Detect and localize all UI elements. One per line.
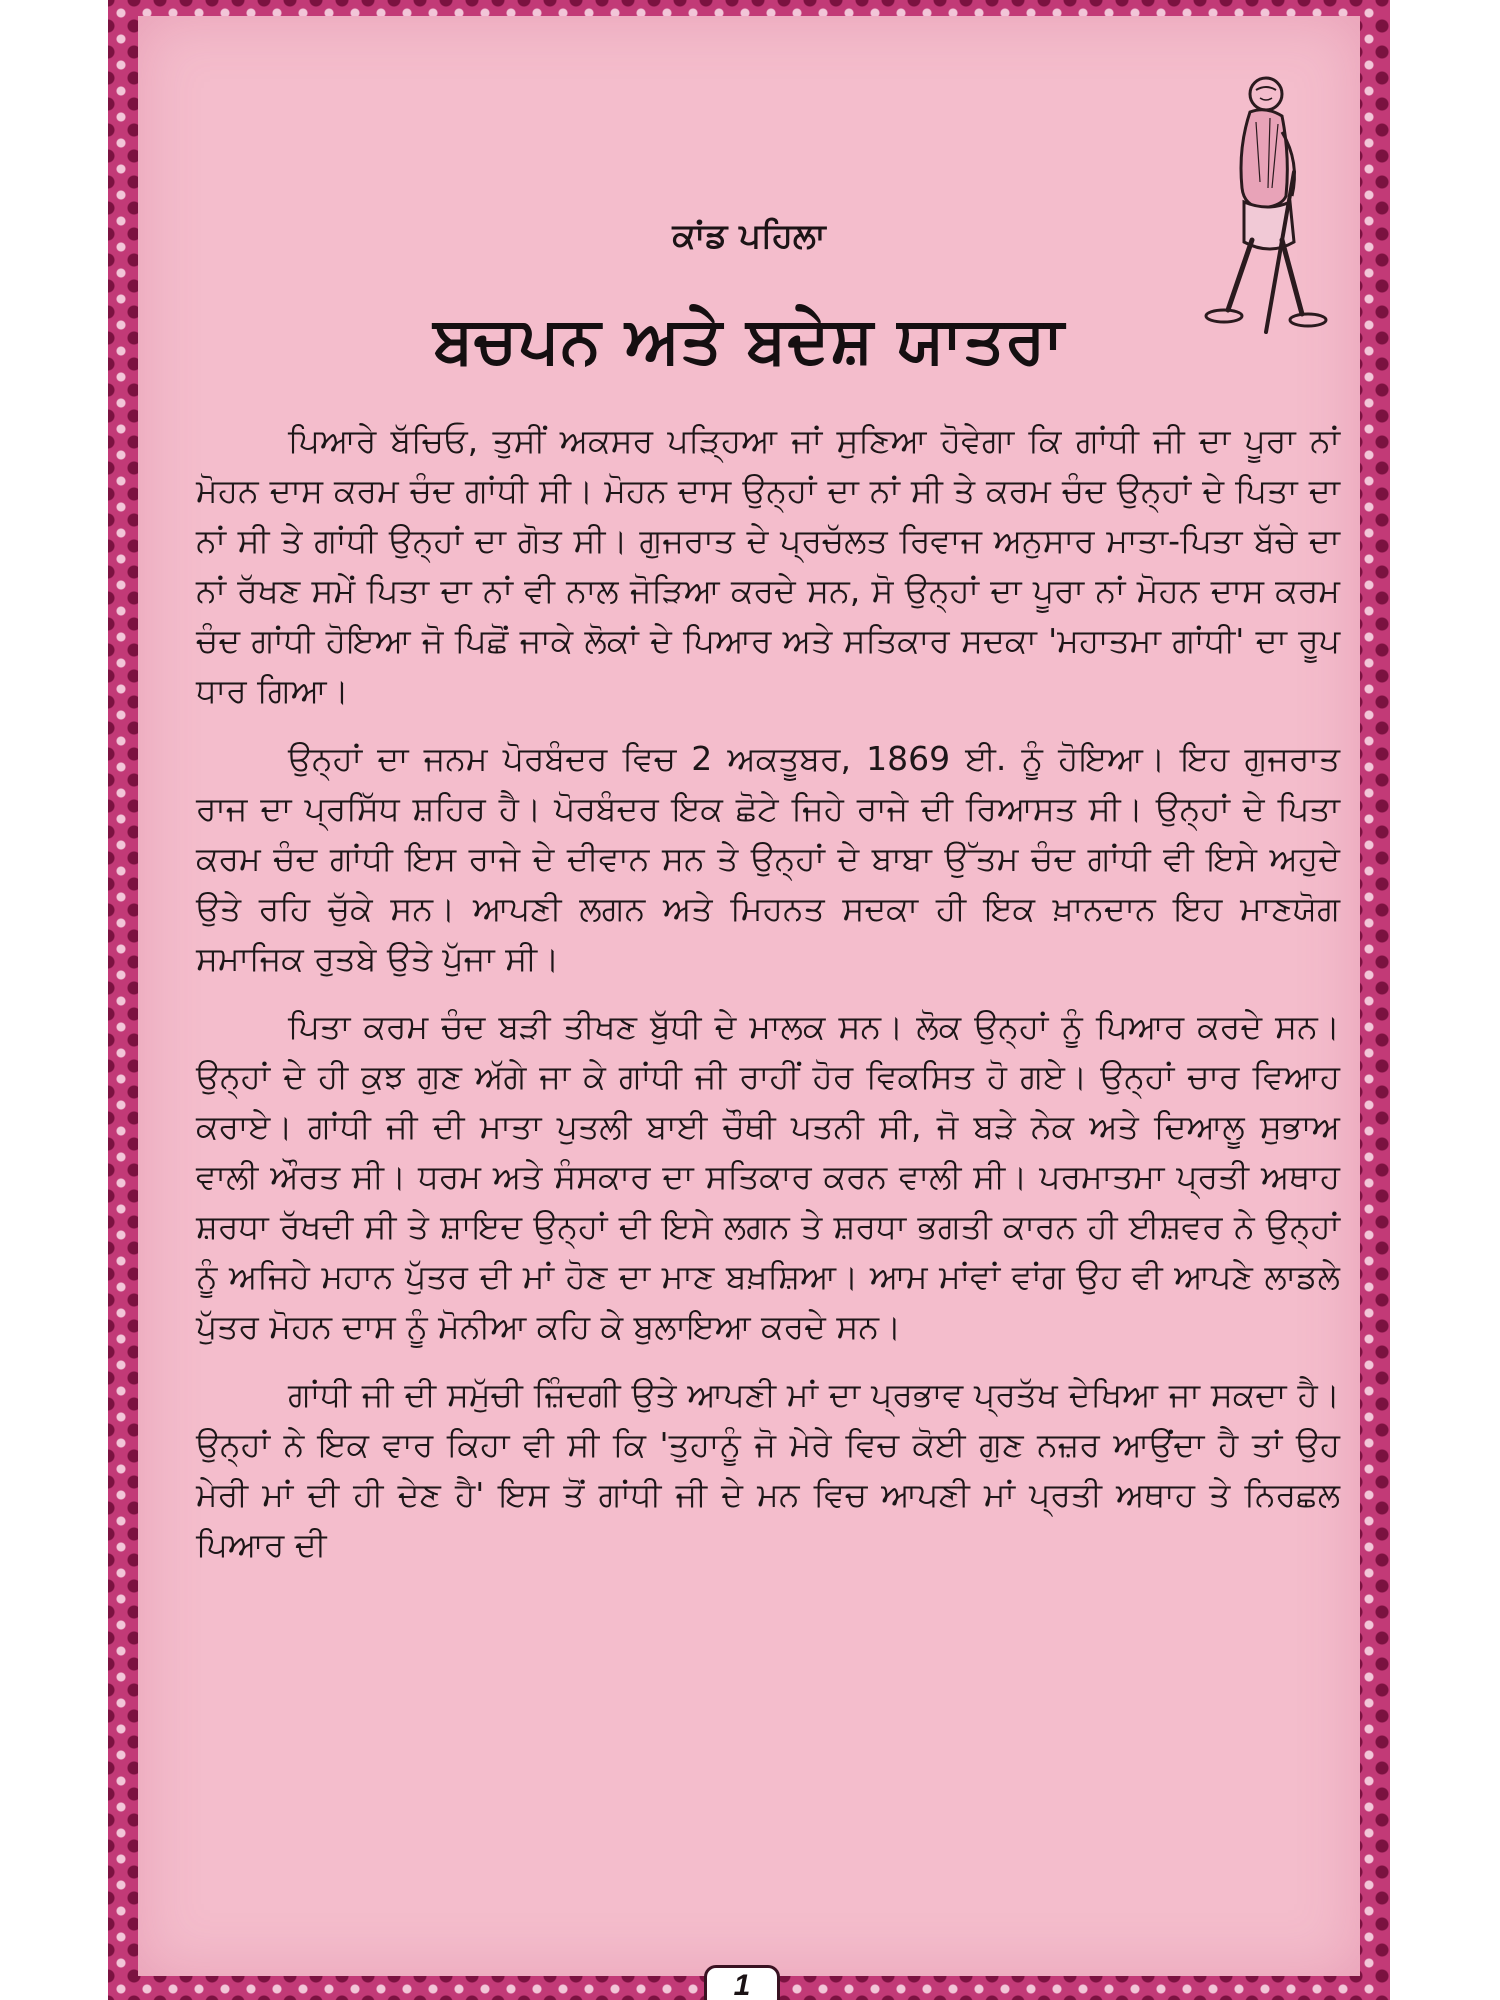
chapter-label: ਕਾਂਡ ਪਹਿਲਾ [672, 216, 826, 256]
body-text [196, 416, 1340, 1588]
paragraph: ਪਿਆਰੇ ਬੱਚਿਓ, ਤੁਸੀਂ ਅਕਸਰ ਪੜ੍ਹਿਆ ਜਾਂ ਸੁਣਿਆ ਹੋਵੇਗਾ ਕਿ ਗਾਂਧੀ ਜੀ ਦਾ ਪੂਰਾ ਨਾਂ ਮੋਹਨ ਦਾਸ ਕਰਮ ਚੰਦ ਗਾਂਧੀ ਸੀ। ਮੋਹਨ ਦਾਸ ਉਨ੍ਹਾਂ ਦਾ ਨਾਂ ਸੀ ਤੇ ਕਰਮ ਚੰਦ ਉਨ੍ਹਾਂ ਦੇ ਪਿਤਾ ਦਾ ਨਾਂ ਸੀ ਤੇ ਗਾਂਧੀ ਉਨ੍ਹਾਂ ਦਾ ਗੋਤ ਸੀ। ਗੁਜਰਾਤ ਦੇ ਪ੍ਰਚੱਲਤ ਰਿਵਾਜ ਅਨੁਸਾਰ ਮਾਤਾ-ਪਿਤਾ ਬੱਚੇ ਦਾ ਨਾਂ ਰੱਖਣ ਸਮੇਂ ਪਿਤਾ ਦਾ ਨਾਂ ਵੀ ਨਾਲ ਜੋੜਿਆ ਕਰਦੇ ਸਨ, ਸੋ ਉਨ੍ਹਾਂ ਦਾ ਪੂਰਾ ਨਾਂ ਮੋਹਨ ਦਾਸ ਕਰਮ ਚੰਦ ਗਾਂਧੀ ਹੋਇਆ ਜੋ ਪਿਛੋਂ ਜਾਕੇ ਲੋਕਾਂ ਦੇ ਪਿਆਰ ਅਤੇ ਸਤਿਕਾਰ ਸਦਕਾ 'ਮਹਾਤਮਾ ਗਾਂਧੀ' ਦਾ ਰੂਪ ਧਾਰ ਗਿਆ। [196, 421, 1340, 710]
chapter-title: ਬਚਪਨ ਅਤੇ ਬਦੇਸ਼ ਯਾਤਰਾ [433, 304, 1065, 378]
paragraph: ਗਾਂਧੀ ਜੀ ਦੀ ਸਮੁੱਚੀ ਜ਼ਿੰਦਗੀ ਉਤੇ ਆਪਣੀ ਮਾਂ ਦਾ ਪ੍ਰਭਾਵ ਪ੍ਰਤੱਖ ਦੇਖਿਆ ਜਾ ਸਕਦਾ ਹੈ। ਉਨ੍ਹਾਂ ਨੇ ਇਕ ਵਾਰ ਕਿਹਾ ਵੀ ਸੀ ਕਿ 'ਤੁਹਾਨੂੰ ਜੋ ਮੇਰੇ ਵਿਚ ਕੋਈ ਗੁਣ ਨਜ਼ਰ ਆਉਂਦਾ ਹੈ ਤਾਂ ਉਹ ਮੇਰੀ ਮਾਂ ਦੀ ਹੀ ਦੇਣ ਹੈ' ਇਸ ਤੋਂ ਗਾਂਧੀ ਜੀ ਦੇ ਮਨ ਵਿਚ ਆਪਣੀ ਮਾਂ ਪ੍ਰਤੀ ਅਥਾਹ ਤੇ ਨਿਰਛਲ ਪਿਆਰ ਦੀ [196, 1375, 1340, 1564]
page-content-area [138, 16, 1360, 1976]
book-page [108, 0, 1390, 2000]
paragraph: ਉਨ੍ਹਾਂ ਦਾ ਜਨਮ ਪੋਰਬੰਦਰ ਵਿਚ 2 ਅਕਤੂਬਰ, 1869 ਈ. ਨੂੰ ਹੋਇਆ। ਇਹ ਗੁਜਰਾਤ ਰਾਜ ਦਾ ਪ੍ਰਸਿੱਧ ਸ਼ਹਿਰ ਹੈ। ਪੋਰਬੰਦਰ ਇਕ ਛੋਟੇ ਜਿਹੇ ਰਾਜੇ ਦੀ ਰਿਆਸਤ ਸੀ। ਉਨ੍ਹਾਂ ਦੇ ਪਿਤਾ ਕਰਮ ਚੰਦ ਗਾਂਧੀ ਇਸ ਰਾਜੇ ਦੇ ਦੀਵਾਨ ਸਨ ਤੇ ਉਨ੍ਹਾਂ ਦੇ ਬਾਬਾ ਉੱਤਮ ਚੰਦ ਗਾਂਧੀ ਵੀ ਇਸੇ ਅਹੁਦੇ ਉਤੇ ਰਹਿ ਚੁੱਕੇ ਸਨ। ਆਪਣੀ ਲਗਨ ਅਤੇ ਮਿਹਨਤ ਸਦਕਾ ਹੀ ਇਕ ਖ਼ਾਨਦਾਨ ਇਹ ਮਾਣਯੋਗ ਸਮਾਜਿਕ ਰੁਤਬੇ ਉਤੇ ਪੁੱਜਾ ਸੀ। [196, 739, 1340, 978]
page-number: 1 [704, 1965, 780, 2000]
paragraph: ਪਿਤਾ ਕਰਮ ਚੰਦ ਬੜੀ ਤੀਖਣ ਬੁੱਧੀ ਦੇ ਮਾਲਕ ਸਨ। ਲੋਕ ਉਨ੍ਹਾਂ ਨੂੰ ਪਿਆਰ ਕਰਦੇ ਸਨ। ਉਨ੍ਹਾਂ ਦੇ ਹੀ ਕੁਝ ਗੁਣ ਅੱਗੇ ਜਾ ਕੇ ਗਾਂਧੀ ਜੀ ਰਾਹੀਂ ਹੋਰ ਵਿਕਸਿਤ ਹੋ ਗਏ। ਉਨ੍ਹਾਂ ਚਾਰ ਵਿਆਹ ਕਰਾਏ। ਗਾਂਧੀ ਜੀ ਦੀ ਮਾਤਾ ਪੁਤਲੀ ਬਾਈ ਚੌਥੀ ਪਤਨੀ ਸੀ, ਜੋ ਬੜੇ ਨੇਕ ਅਤੇ ਦਿਆਲੂ ਸੁਭਾਅ ਵਾਲੀ ਔਰਤ ਸੀ। ਧਰਮ ਅਤੇ ਸੰਸਕਾਰ ਦਾ ਸਤਿਕਾਰ ਕਰਨ ਵਾਲੀ ਸੀ। ਪਰਮਾਤਮਾ ਪ੍ਰਤੀ ਅਥਾਹ ਸ਼ਰਧਾ ਰੱਖਦੀ ਸੀ ਤੇ ਸ਼ਾਇਦ ਉਨ੍ਹਾਂ ਦੀ ਇਸੇ ਲਗਨ ਤੇ ਸ਼ਰਧਾ ਭਗਤੀ ਕਾਰਨ ਹੀ ਈਸ਼ਵਰ ਨੇ ਉਨ੍ਹਾਂ ਨੂੰ ਅਜਿਹੇ ਮਹਾਨ ਪੁੱਤਰ ਦੀ ਮਾਂ ਹੋਣ ਦਾ ਮਾਣ ਬਖ਼ਸ਼ਿਆ। ਆਮ ਮਾਂਵਾਂ ਵਾਂਗ ਉਹ ਵੀ ਆਪਣੇ ਲਾਡਲੇ ਪੁੱਤਰ ਮੋਹਨ ਦਾਸ ਨੂੰ ਮੋਨੀਆ ਕਹਿ ਕੇ ਬੁਲਾਇਆ ਕਰਦੇ ਸਨ। [196, 1007, 1340, 1346]
